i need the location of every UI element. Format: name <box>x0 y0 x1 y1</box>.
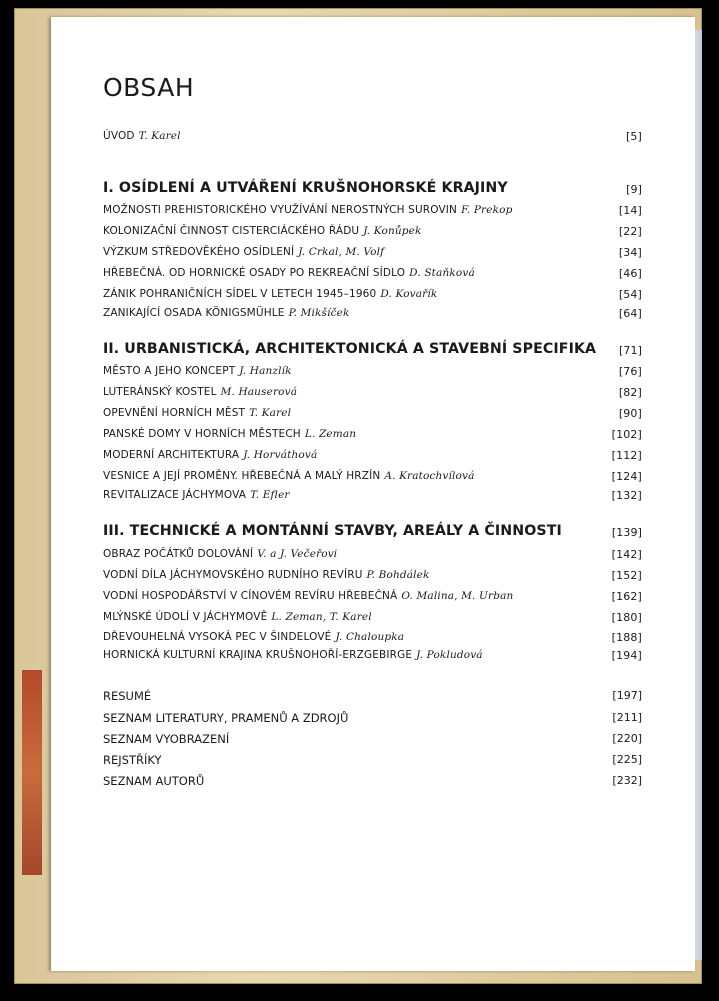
toc-entry-page: [132] <box>611 489 642 502</box>
toc-entry-author: T. Karel <box>249 407 292 419</box>
toc-entry-author: M. Hauserová <box>220 386 298 398</box>
toc-entry-title: OPEVNĚNÍ HORNÍCH MĚST <box>103 407 246 419</box>
toc-entry-page: [90] <box>618 407 642 420</box>
toc-entry-author: L. Zeman <box>304 428 357 440</box>
toc-entry-title: LUTERÁNSKÝ KOSTEL <box>103 386 217 398</box>
toc-entry-page: [180] <box>611 611 642 624</box>
toc-entry-author: O. Malina, M. Urban <box>401 590 514 602</box>
toc-entry-page: [5] <box>625 130 642 143</box>
toc-entry-author: V. a J. Večeřovi <box>257 548 338 560</box>
toc-entry-author: L. Zeman, T. Karel <box>271 611 372 623</box>
toc-entry-author: T. Efler <box>250 489 290 501</box>
toc-entry-title: VODNÍ DÍLA JÁCHYMOVSKÉHO RUDNÍHO REVÍRU <box>103 569 363 581</box>
toc-entry-page: [188] <box>611 631 642 644</box>
toc-entry-author: P. Bohdálek <box>366 569 430 581</box>
toc-entry-author: J. Chaloupka <box>335 631 405 643</box>
section-title: I. OSÍDLENÍ A UTVÁŘENÍ KRUŠNOHORSKÉ KRAJINY <box>103 180 508 196</box>
toc-entry-title: DŘEVOUHELNÁ VYSOKÁ PEC V ŠINDELOVÉ <box>103 631 332 643</box>
toc-entry-page: [34] <box>618 246 642 259</box>
toc-entry-author: J. Horváthová <box>243 449 318 461</box>
toc-entry-title: SEZNAM LITERATURY, PRAMENŮ A ZDROJŮ <box>103 711 349 725</box>
toc-entry-title: SEZNAM VYOBRAZENÍ <box>103 732 230 746</box>
toc-entry-title: OBRAZ POČÁTKŮ DOLOVÁNÍ <box>103 548 254 560</box>
toc-entry-author: D. Staňková <box>409 267 475 279</box>
toc-entry-author: J. Crkal, M. Volf <box>298 246 385 258</box>
toc-entry-page: [22] <box>618 225 642 238</box>
toc-entry-page: [162] <box>611 590 642 603</box>
toc-entry-title: RESUMÉ <box>103 689 152 703</box>
toc-entry-page: [220] <box>612 732 642 745</box>
toc-entry-page: [112] <box>611 449 642 462</box>
toc-entry-title: MODERNÍ ARCHITEKTURA <box>103 449 240 461</box>
section-page: [71] <box>619 344 642 357</box>
toc-entry-title: HŘEBEČNÁ. OD HORNICKÉ OSADY PO REKREAČNÍ SÍDLO <box>103 267 406 279</box>
toc-entry-title: REVITALIZACE JÁCHYMOVA <box>103 489 247 501</box>
toc-entry-title: REJSTŘÍKY <box>103 753 162 767</box>
toc-entry-title: ZÁNIK POHRANIČNÍCH SÍDEL V LETECH 1945–1960 <box>103 288 377 300</box>
toc-entry-title: MOŽNOSTI PREHISTORICKÉHO VYUŽÍVÁNÍ NEROSTNÝCH SUROVIN <box>103 204 458 216</box>
section-title: III. TECHNICKÉ A MONTÁNNÍ STAVBY, AREÁLY A ČINNOSTI <box>103 523 562 539</box>
cover-decoration-stripe <box>22 670 42 875</box>
toc-entry-page: [194] <box>611 649 642 662</box>
section-page: [9] <box>626 183 642 196</box>
section-title: II. URBANISTICKÁ, ARCHITEKTONICKÁ A STAVEBNÍ SPECIFIKA <box>103 341 597 357</box>
toc-entry-page: [124] <box>611 470 642 483</box>
toc-entry-title: MLÝNSKÉ ÚDOLÍ V JÁCHYMOVĚ <box>103 611 268 623</box>
toc-entry-page: [102] <box>611 428 642 441</box>
toc-entry-page: [64] <box>618 307 642 320</box>
toc-entry-author: P. Mikšíček <box>288 307 350 319</box>
toc-entry-page: [197] <box>612 689 642 702</box>
toc-entry-page: [142] <box>611 548 642 561</box>
toc-entry-title: VESNICE A JEJÍ PROMĚNY. HŘEBEČNÁ A MALÝ HRZÍN <box>103 470 381 482</box>
toc-entry-page: [46] <box>618 267 642 280</box>
toc-entry-title: SEZNAM AUTORŮ <box>103 774 205 788</box>
toc-entry-page: [232] <box>612 774 642 787</box>
section-page: [139] <box>611 526 642 539</box>
toc-entry-title: HORNICKÁ KULTURNÍ KRAJINA KRUŠNOHOŘÍ-ERZGEBIRGE <box>103 649 413 661</box>
toc-entry-page: [211] <box>612 711 642 724</box>
toc-entry-page: [82] <box>618 386 642 399</box>
toc-entry-title: PANSKÉ DOMY V HORNÍCH MĚSTECH <box>103 428 301 440</box>
toc-entry-author: J. Hanzlík <box>239 365 292 377</box>
toc-entry-title: KOLONIZAČNÍ ČINNOST CISTERCIÁCKÉHO ŘÁDU <box>103 225 360 237</box>
toc-entry-author: F. Prekop <box>461 204 513 216</box>
toc-entry-page: [54] <box>618 288 642 301</box>
toc-entry-author: D. Kovařík <box>380 288 438 300</box>
toc-entry-page: [14] <box>618 204 642 217</box>
toc-entry-title: ZANIKAJÍCÍ OSADA KÖNIGSMÜHLE <box>103 307 285 319</box>
page-title: OBSAH <box>103 73 195 102</box>
toc-entry-title: VÝZKUM STŘEDOVĚKÉHO OSÍDLENÍ <box>103 246 295 258</box>
toc-entry-page: [152] <box>611 569 642 582</box>
toc-entry-title: ÚVOD <box>103 130 135 142</box>
toc-entry-author: J. Konůpek <box>363 225 422 237</box>
toc-entry-page: [225] <box>612 753 642 766</box>
toc-entry-author: J. Pokludová <box>416 649 483 661</box>
page-edges <box>695 30 702 960</box>
toc-entry-title: MĚSTO A JEHO KONCEPT <box>103 365 236 377</box>
toc-entry-page: [76] <box>618 365 642 378</box>
toc-entry-author: T. Karel <box>138 130 181 142</box>
toc-entry-author: A. Kratochvílová <box>384 470 475 482</box>
toc-entry-title: VODNÍ HOSPODÁŘSTVÍ V CÍNOVÉM REVÍRU HŘEBEČNÁ <box>103 590 398 602</box>
